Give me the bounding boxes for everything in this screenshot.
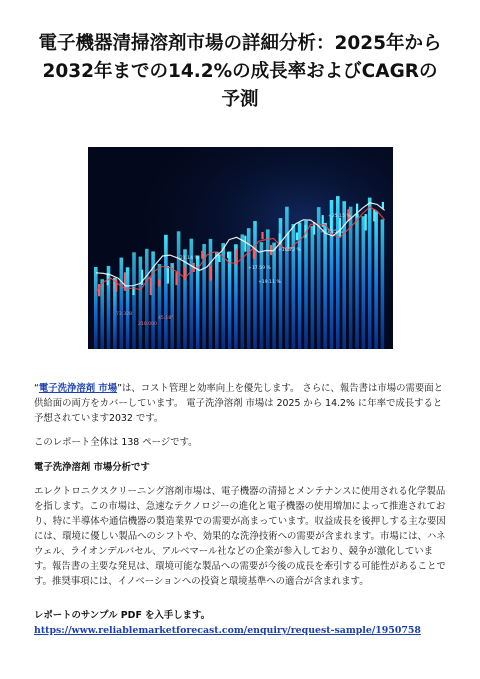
- hero-bar: [266, 229, 270, 349]
- hero-bar: [355, 214, 359, 349]
- hero-overlay-label: +16.72 %: [278, 248, 301, 253]
- hero-bar: [209, 239, 213, 349]
- section-heading: 電子洗浄溶剤 市場分析です: [34, 462, 150, 473]
- analysis-paragraph: エレクトロニクスクリーニング溶剤市場は、電子機器の清掃とメンテナンスに使用される化学製品を指します。この市場は、急速なテクノロジーの進化と電子機器の使用増加によって推進されており、特に半導体や通信機器の製造業界での需要が高まっています。収益成長を後押しする主な要因には、環境に優しい製品へのシフトや、効果的な洗浄技術への需要が含まれます。市場には、ハネウェル、ライオンデルバセル、アルベマール社などの企業が参入しており、競争が激化しています。報告書の主要な発見は、環境可能な製品への需要が今後の成長を牽引する可能性があることです。推奨事項には、イノベーションへの投資と環境基準への適合が含まれます。: [34, 486, 446, 587]
- hero-bar: [260, 242, 264, 349]
- hero-overlay-label: 45.18°: [158, 316, 174, 321]
- hero-candle: [227, 252, 229, 258]
- hero-overlay-label: +13.25 %: [320, 230, 343, 235]
- sample-prefix: レポートのサンプル PDF を入手します。: [34, 610, 210, 621]
- hero-bar: [323, 223, 327, 349]
- stock-chart-illustration: [88, 147, 393, 349]
- open-quote: “: [34, 383, 39, 394]
- hero-candle: [270, 245, 272, 255]
- hero-bar: [145, 249, 149, 349]
- document-title: 電子機器清掃溶剤市場の詳細分析：2025年から2032年までの14.2%の成長率およびCAGRの予測: [38, 33, 442, 110]
- hero-bar: [317, 207, 321, 349]
- hero-bar: [381, 219, 385, 349]
- hero-bar: [374, 211, 378, 349]
- hero-bar: [253, 221, 257, 349]
- hero-bar: [368, 198, 372, 349]
- hero-bar: [228, 252, 232, 350]
- hero-bar: [183, 249, 187, 349]
- market-link[interactable]: 電子洗浄溶剤 市場: [38, 383, 118, 394]
- hero-candle: [201, 251, 203, 259]
- sample-request: [34, 608, 446, 638]
- hero-overlay-label: 210.000: [138, 322, 157, 327]
- hero-candle: [115, 279, 117, 292]
- hero-bar: [221, 243, 225, 349]
- hero-bar: [177, 231, 181, 349]
- hero-bar: [164, 235, 168, 349]
- hero-bar: [94, 267, 98, 349]
- hero-bar: [126, 267, 130, 349]
- hero-bar: [215, 252, 219, 349]
- hero-candle: [253, 248, 255, 259]
- sample-url-link[interactable]: https://www.reliablemarketforecast.com/enquiry/request-sample/1950758: [34, 625, 421, 636]
- hero-candle: [150, 278, 152, 296]
- hero-bar: [170, 263, 174, 349]
- hero-candle: [261, 232, 263, 239]
- hero-bar: [100, 279, 104, 349]
- hero-bar: [132, 252, 136, 349]
- hero-bar: [304, 221, 308, 349]
- hero-candle: [218, 255, 220, 263]
- hero-overlay-label: +21.14 %: [176, 256, 199, 261]
- hero-bar: [285, 207, 289, 349]
- intro-text: ”は、コスト管理と効率向上を優先します。 さらに、報告書は市場の需要面と供給面の両方をカバーしています。 電子洗浄溶剤 市場は 2025 から 14.2% に年率で成長すると予想されています2032 です。: [34, 383, 443, 424]
- hero-candle: [158, 279, 160, 286]
- hero-bar: [241, 234, 245, 349]
- hero-candle: [296, 233, 298, 241]
- intro-paragraph: [34, 381, 446, 426]
- hero-bar: [158, 264, 162, 349]
- hero-candle: [175, 272, 177, 285]
- hero-bar: [362, 216, 366, 349]
- hero-bar: [247, 228, 251, 349]
- hero-overlay-label: 73.328: [116, 312, 133, 317]
- hero-bar: [272, 243, 276, 349]
- hero-candle: [210, 266, 212, 281]
- hero-overlay-label: +25.15 %: [328, 214, 351, 219]
- hero-bar: [292, 224, 296, 349]
- pages-line: このレポート全体は 138 ページです。: [34, 437, 198, 448]
- hero-candle: [167, 266, 169, 284]
- hero-overlay-label: +19.11 %: [258, 280, 281, 285]
- hero-bar: [311, 226, 315, 349]
- hero-candle: [373, 209, 375, 221]
- hero-image: [88, 147, 393, 349]
- hero-candle: [244, 236, 246, 252]
- hero-candle: [356, 204, 358, 218]
- hero-overlay-label: +17.59 %: [248, 266, 271, 271]
- hero-candle: [365, 214, 367, 231]
- hero-bar: [120, 258, 124, 349]
